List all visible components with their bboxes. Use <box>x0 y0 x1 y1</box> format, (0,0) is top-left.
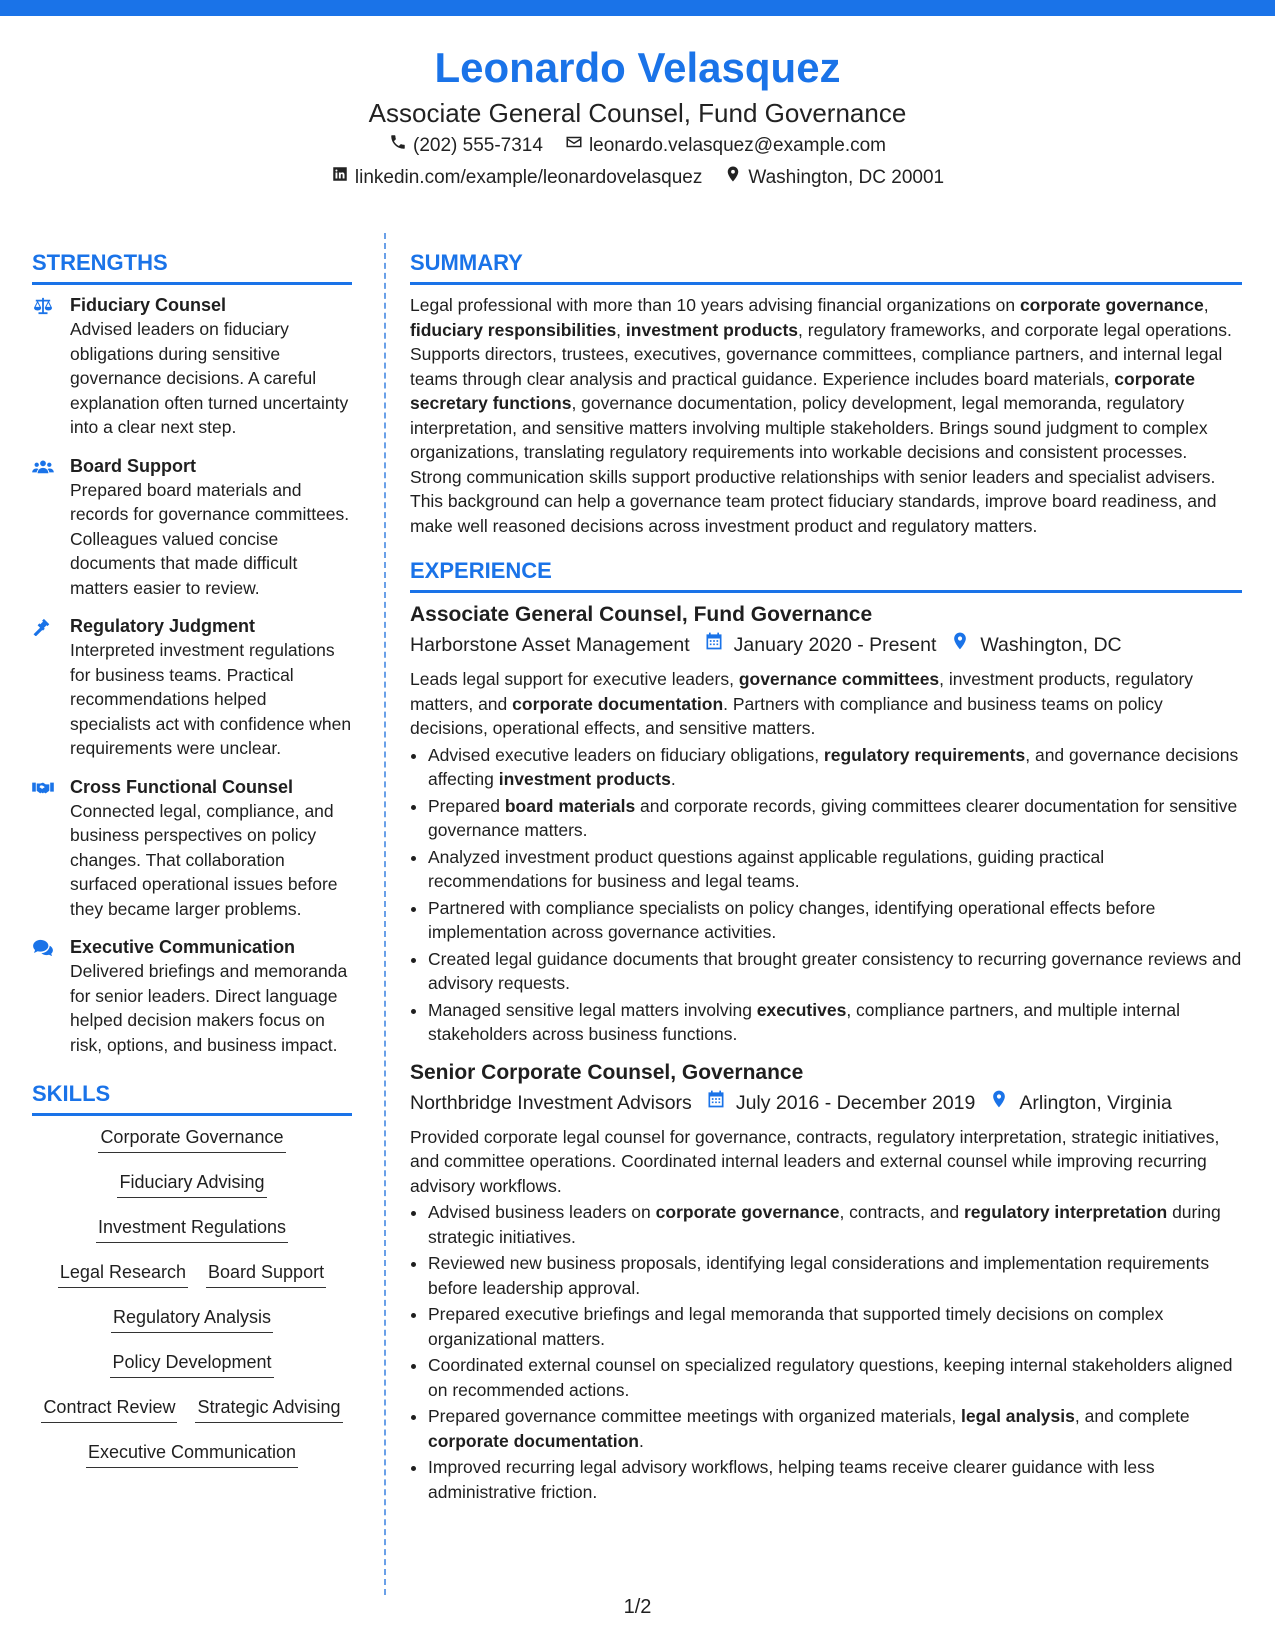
location-text: Washington, DC 20001 <box>748 167 945 188</box>
text-run: Advised executive leaders on fiduciary obligations, <box>428 744 824 765</box>
top-accent-bar <box>0 0 1275 16</box>
map-pin-icon <box>724 162 742 194</box>
text-run: . Partners with compliance and business teams on policy decisions, operational effects, and sensitive matters. <box>410 693 1163 738</box>
strength-desc: Prepared board materials and records for governance committees. Colleagues valued concise documents that made difficult matters easier to review. <box>70 479 350 598</box>
skill-row <box>32 1214 352 1243</box>
job-bullet <box>428 1302 1242 1351</box>
text-run: Prepared <box>428 795 505 816</box>
job-bullets <box>410 1200 1242 1504</box>
text-run: Created legal guidance documents that brought greater consistency to recurring governance reviews and advisory requests. <box>428 948 1242 993</box>
skill-row <box>32 1439 352 1468</box>
text-run: and corporate records, giving committees clearer documentation for sensitive governance matters. <box>428 795 1238 840</box>
map-pin-icon <box>936 629 980 661</box>
job-description <box>410 667 1242 741</box>
text-run: , regulatory frameworks, and corporate legal operations. Supports directors, trustees, executives, governance committees, compliance partners, and internal legal teams through clear analysis and practical guidance. Experience includes board materials, <box>410 319 1232 389</box>
text-run: Reviewed new business proposals, identifying legal considerations and implementation requirements before leadership approval. <box>428 1253 1210 1298</box>
job-bullet <box>428 1200 1242 1249</box>
job-location: Washington, DC <box>980 634 1122 656</box>
text-run: , and complete <box>1074 1406 1190 1426</box>
skill-tag: Contract Review <box>41 1394 177 1423</box>
job-dates: January 2020 - Present <box>733 634 937 656</box>
strength-desc: Delivered briefings and memoranda for senior leaders. Direct language helped decision makers focus on risk, options, and business impact. <box>70 961 348 1055</box>
phone-item <box>389 130 543 162</box>
job-bullet <box>428 1455 1242 1504</box>
right-column <box>410 246 1242 1516</box>
bold-text: corporate governance <box>655 1202 840 1222</box>
job-bullet <box>428 845 1242 894</box>
linkedin-text[interactable]: linkedin.com/example/leonardovelasquez <box>354 167 703 188</box>
job-location: Arlington, Virginia <box>1019 1091 1172 1114</box>
job-meta <box>410 629 1242 661</box>
strength-item <box>32 935 352 1057</box>
location-item <box>724 162 944 194</box>
experience-list <box>410 601 1242 1504</box>
text-run: during strategic initiatives. <box>428 1202 1221 1247</box>
job-entry <box>410 601 1242 1047</box>
text-run: Coordinated external counsel on specialized regulatory questions, keeping internal stakeholders aligned on recommended actions. <box>428 1355 1233 1400</box>
strength-desc: Connected legal, compliance, and business perspectives on policy changes. That collaboration surfaced operational issues before they became larger problems. <box>70 800 338 919</box>
skill-tag: Corporate Governance <box>98 1124 285 1153</box>
job-bullet <box>428 794 1242 843</box>
job-entry <box>410 1059 1242 1505</box>
candidate-title: Associate General Counsel, Fund Governance <box>368 98 907 128</box>
resume-header <box>0 40 1275 194</box>
job-bullet <box>428 998 1242 1047</box>
contact-row-2 <box>0 162 1275 194</box>
summary-text <box>410 293 1242 538</box>
strength-title: Executive Communication <box>70 937 296 957</box>
strength-item <box>32 775 352 922</box>
strengths-list <box>32 293 352 1057</box>
company-name: Northbridge Investment Advisors <box>410 1091 692 1114</box>
job-bullet <box>428 743 1242 792</box>
strength-item <box>32 454 352 601</box>
skill-row <box>32 1304 352 1333</box>
scale-icon <box>32 293 70 440</box>
job-bullet <box>428 1353 1242 1402</box>
linkedin-item[interactable] <box>331 162 702 194</box>
linkedin-icon <box>331 162 349 194</box>
skill-tag: Fiduciary Advising <box>117 1169 266 1198</box>
bold-text: corporate secretary functions <box>410 368 1195 413</box>
email-text[interactable]: leonardo.velasquez@example.com <box>588 135 886 156</box>
text-run: Partnered with compliance specialists on policy changes, identifying operational effects before implementation across governance activities. <box>428 897 1156 942</box>
job-bullet <box>428 1251 1242 1300</box>
job-meta <box>410 1087 1242 1119</box>
skill-row <box>32 1394 352 1423</box>
skill-tag: Investment Regulations <box>96 1214 288 1243</box>
job-bullets <box>410 743 1242 1047</box>
text-run: , compliance partners, and multiple internal stakeholders across business functions. <box>428 999 1180 1044</box>
phone-text: (202) 555-7314 <box>413 135 543 156</box>
company-name: Harborstone Asset Management <box>410 634 690 656</box>
contact-row-1 <box>0 130 1275 162</box>
text-run: , governance documentation, policy development, legal memoranda, regulatory interpretation, and sensitive matters involving multiple stakeholders. Brings sound judgment to complex organizations, translating regulatory requirements into workable decisions and consistent processes. Strong communication skills support productive relationships with senior leaders and specialist advisers. This background can help a governance team protect fiduciary standards, improve board readiness, and make well reasoned decisions across investment product and regulatory matters. <box>410 393 1217 536</box>
comments-icon <box>32 935 70 1057</box>
bold-text: regulatory interpretation <box>963 1202 1168 1222</box>
gavel-icon <box>32 614 70 761</box>
strength-item <box>32 614 352 761</box>
text-run: , and governance decisions affecting <box>428 744 1239 789</box>
text-run: Improved recurring legal advisory workflows, helping teams receive clearer guidance with less administrative friction. <box>428 1457 1155 1502</box>
skill-tag: Regulatory Analysis <box>111 1304 273 1333</box>
strength-title: Cross Functional Counsel <box>70 776 294 797</box>
text-run: , contracts, and <box>839 1202 964 1222</box>
skill-row <box>32 1169 352 1198</box>
email-item[interactable] <box>565 130 886 162</box>
bold-text: executives <box>756 999 847 1020</box>
bold-text: board materials <box>504 795 636 816</box>
text-run: Analyzed investment product questions against applicable regulations, guiding practical recommendations for business and legal teams. <box>428 846 1105 891</box>
skill-row <box>32 1259 352 1288</box>
page-number: 1/2 <box>623 1596 652 1618</box>
skill-tag: Executive Communication <box>86 1439 298 1468</box>
job-dates: July 2016 - December 2019 <box>735 1091 976 1114</box>
strength-title: Fiduciary Counsel <box>70 295 227 315</box>
bold-text: governance committees <box>738 669 940 689</box>
text-run: Leads legal support for executive leaders, <box>410 669 739 689</box>
skills-list <box>32 1124 352 1468</box>
skill-row <box>32 1349 352 1378</box>
job-bullet <box>428 947 1242 996</box>
users-icon <box>32 454 70 601</box>
calendar-icon <box>692 1087 736 1119</box>
strengths-heading: STRENGTHS <box>32 246 352 285</box>
text-run: Provided corporate legal counsel for governance, contracts, regulatory interpretation, strategic initiatives, and committee operations. Coordinated internal leaders and external counsel while improving recurring advisory workflows. <box>410 1126 1220 1196</box>
skill-tag: Strategic Advising <box>195 1394 342 1423</box>
text-run: . <box>639 1430 644 1451</box>
text-run: Prepared governance committee meetings with organized materials, <box>428 1406 962 1426</box>
bold-text: corporate documentation <box>512 693 724 714</box>
text-run: , <box>1203 295 1209 315</box>
column-divider <box>384 233 386 1595</box>
strength-title: Regulatory Judgment <box>70 616 256 636</box>
bold-text: corporate documentation <box>428 1430 639 1451</box>
strength-desc: Advised leaders on fiduciary obligations during sensitive governance decisions. A careful explanation often turned uncertainty into a clear next step. <box>70 319 349 437</box>
handshake-icon <box>32 775 70 922</box>
bold-text: legal analysis <box>961 1406 1075 1426</box>
left-column <box>32 246 352 1484</box>
experience-heading: EXPERIENCE <box>410 554 1242 593</box>
phone-icon <box>389 130 407 162</box>
strength-title: Board Support <box>70 455 196 476</box>
job-title: Associate General Counsel, Fund Governance <box>410 603 873 626</box>
calendar-icon <box>690 629 734 661</box>
job-description <box>410 1125 1242 1199</box>
text-run: , investment products, regulatory matters, and <box>410 669 1194 714</box>
skill-tag: Board Support <box>206 1259 326 1288</box>
text-run: Advised business leaders on <box>428 1202 656 1222</box>
bold-text: corporate governance <box>1019 295 1204 315</box>
bold-text: investment products <box>498 769 671 789</box>
job-title: Senior Corporate Counsel, Governance <box>410 1060 804 1084</box>
job-bullet <box>428 896 1242 945</box>
skill-tag: Policy Development <box>110 1349 273 1378</box>
summary-heading: SUMMARY <box>410 246 1242 285</box>
candidate-name: Leonardo Velasquez <box>434 44 841 91</box>
skills-heading: SKILLS <box>32 1077 352 1116</box>
email-icon <box>565 130 583 162</box>
text-run: , <box>616 319 626 340</box>
text-run: Managed sensitive legal matters involving <box>428 999 757 1020</box>
text-run: . <box>670 769 676 789</box>
strength-desc: Interpreted investment regulations for business teams. Practical recommendations helped specialists act with confidence when requirements were unclear. <box>70 640 352 758</box>
bold-text: fiduciary responsibilities <box>410 319 617 340</box>
job-bullet <box>428 1404 1242 1453</box>
text-run: Prepared executive briefings and legal memoranda that supported timely decisions on complex organizational matters. <box>428 1304 1164 1349</box>
map-pin-icon <box>975 1087 1019 1119</box>
bold-text: regulatory requirements <box>823 744 1026 765</box>
skill-row <box>32 1124 352 1153</box>
skill-tag: Legal Research <box>58 1259 188 1288</box>
strength-item <box>32 293 352 440</box>
bold-text: investment products <box>625 319 799 340</box>
text-run: Legal professional with more than 10 years advising financial organizations on <box>410 295 1020 315</box>
